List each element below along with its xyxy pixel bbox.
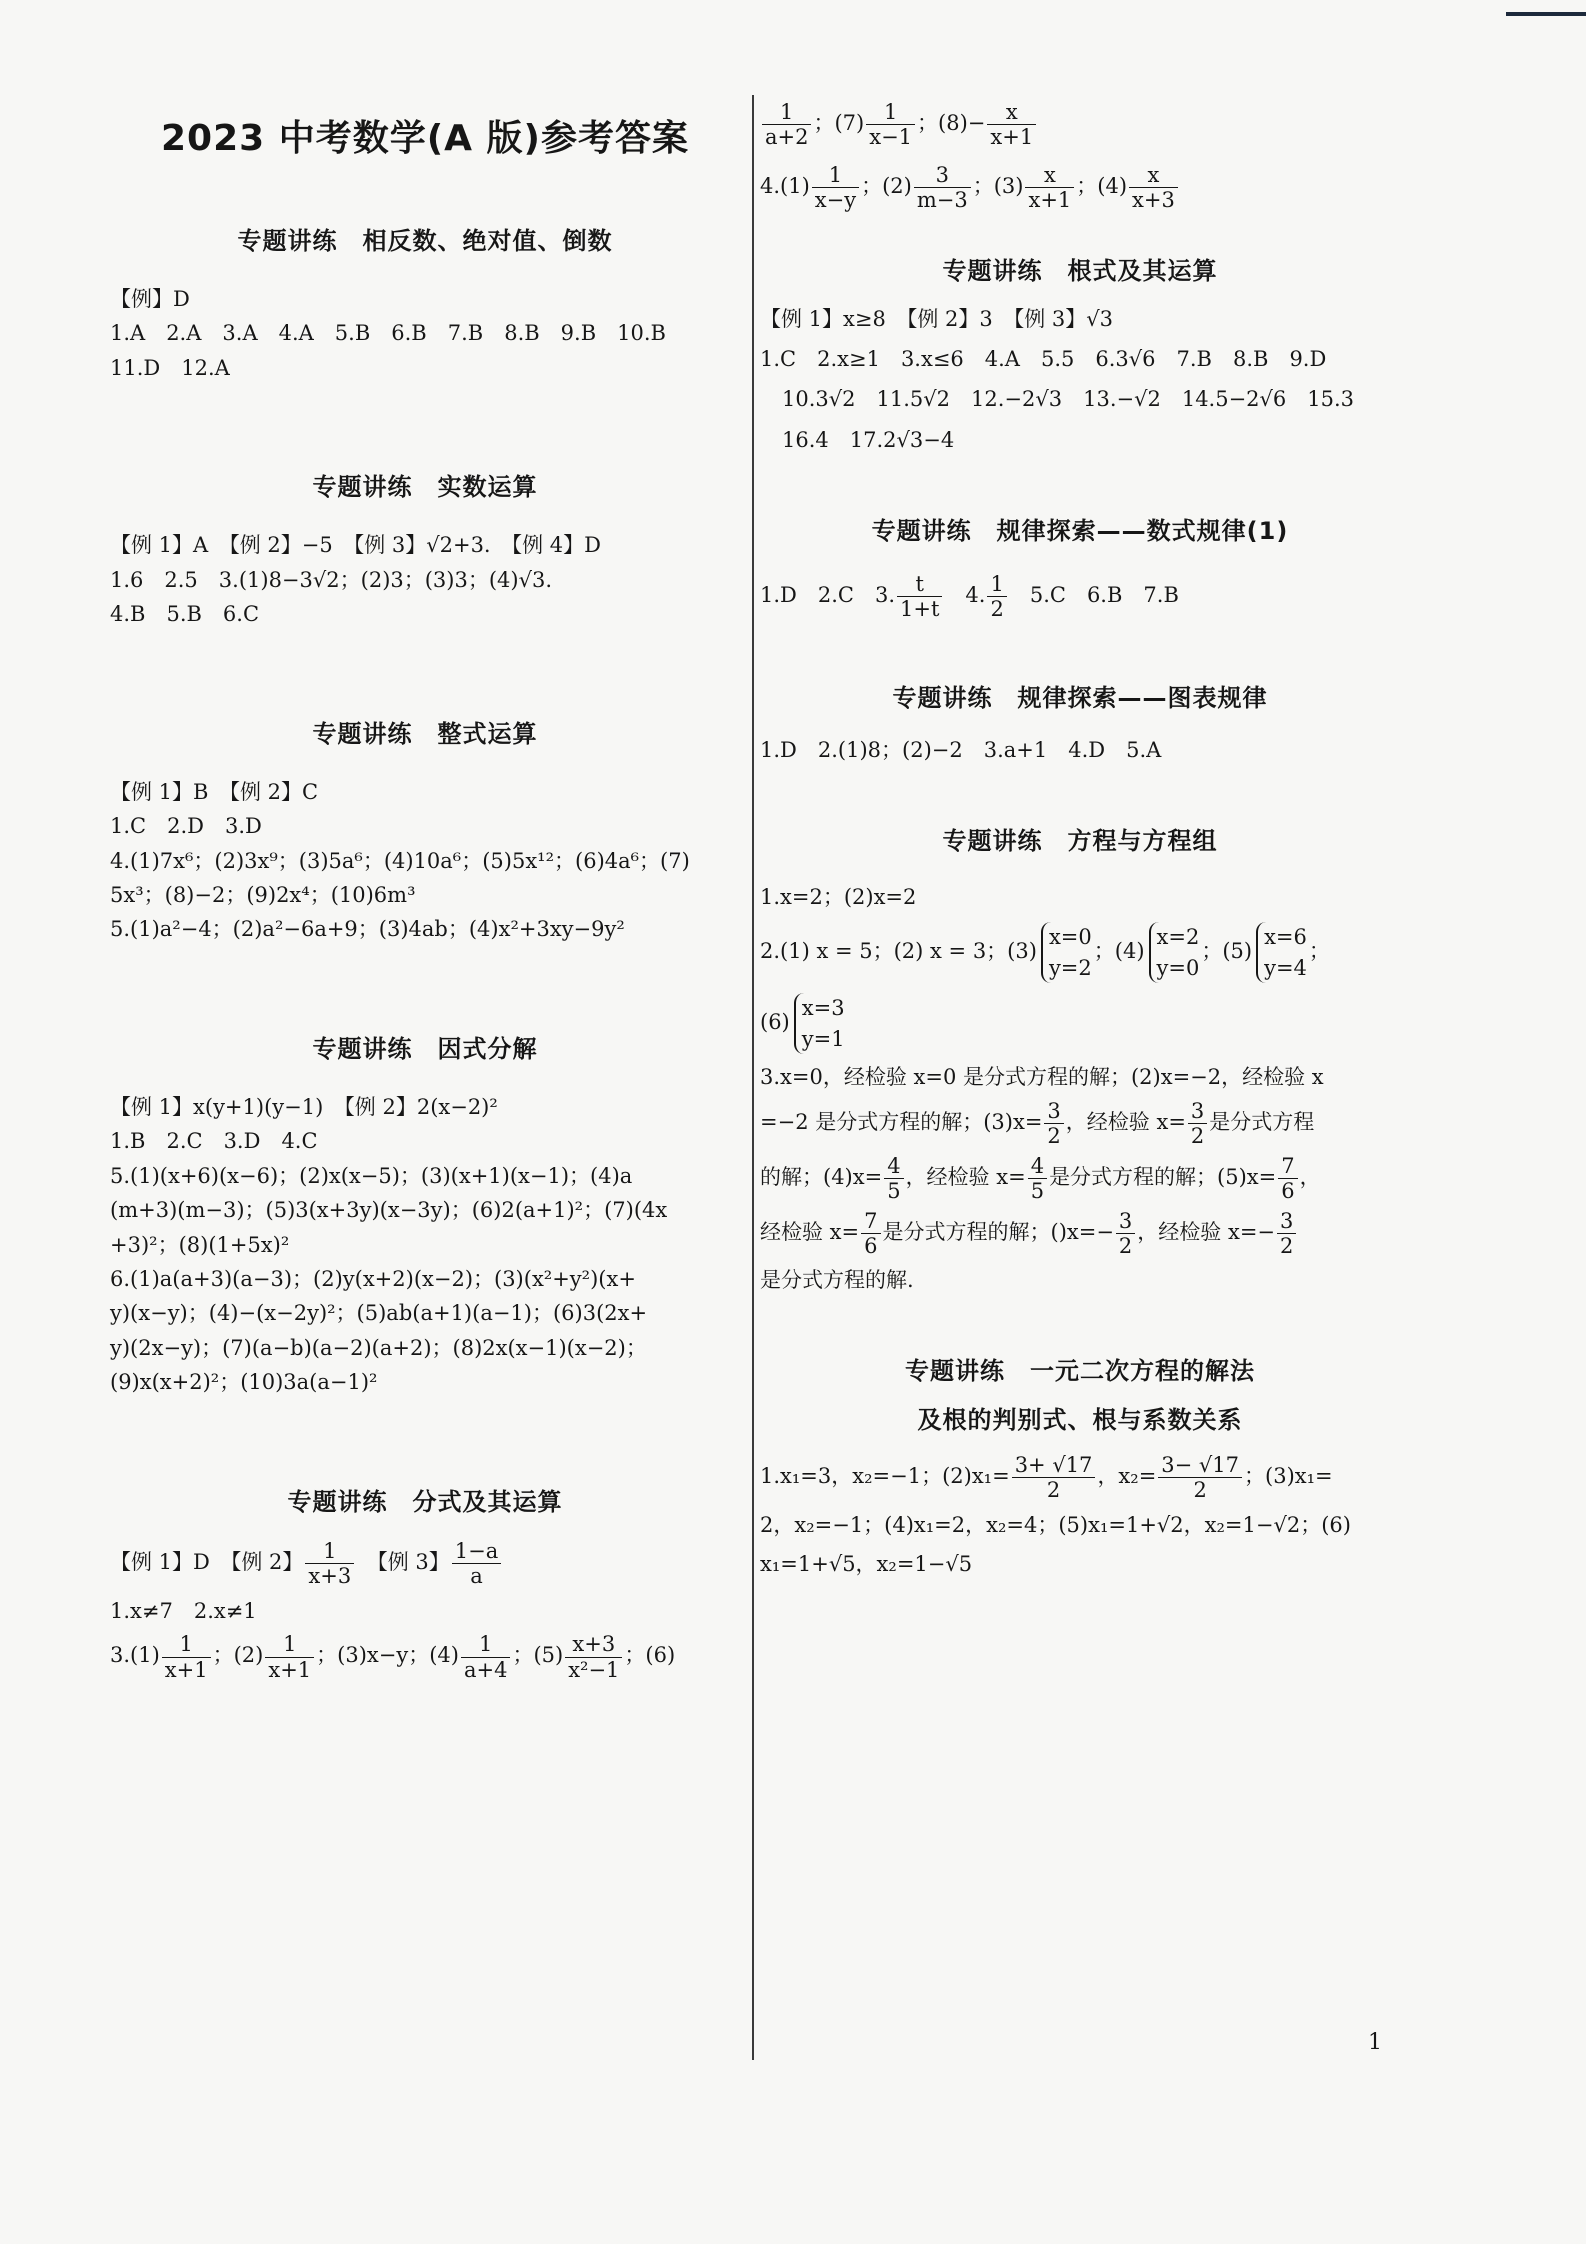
denominator: 5 — [1030, 1179, 1045, 1204]
equation-system — [1149, 922, 1200, 983]
answer-text: 4.(1) — [760, 174, 810, 199]
denominator: 6 — [1281, 1179, 1295, 1204]
equation-system — [1041, 922, 1092, 983]
numerator: 3 — [1188, 1099, 1207, 1124]
answer-text: 1.D 2.C 3. — [760, 583, 896, 608]
answer-text: 2.(1) x = 5；(2) x = 3；(3) — [760, 939, 1037, 964]
section-heading-factoring: 专题讲练 因式分解 — [312, 1034, 538, 1063]
answer-text: ，经检验 x= — [905, 1165, 1026, 1190]
fraction — [1277, 1209, 1296, 1258]
numerator: 3 — [1116, 1209, 1135, 1234]
answer-text: ；(6) — [624, 1643, 676, 1668]
fraction — [866, 100, 915, 149]
numerator: 1 — [987, 572, 1006, 597]
answer-line: 【例 1】x(y+1)(y−1) 【例 2】2(x−2)² — [110, 1094, 498, 1119]
answer-text: 是分式方程的解；(5)x= — [1049, 1165, 1277, 1190]
denominator: x+1 — [164, 1657, 208, 1682]
section-heading-polynomials: 专题讲练 整式运算 — [312, 719, 538, 748]
answer-line: 6.(1)a(a+3)(a−3)；(2)y(x+2)(x−2)；(3)(x²+y²)(x+ — [110, 1267, 636, 1291]
denominator: x+1 — [1028, 188, 1072, 213]
denominator: x−y — [814, 188, 857, 213]
answer-line: 4.B 5.B 6.C — [110, 602, 260, 627]
answer-line — [760, 922, 1400, 983]
fraction — [1278, 1154, 1297, 1203]
numerator: 1−a — [452, 1539, 501, 1564]
fraction — [861, 1209, 880, 1258]
fraction — [162, 1632, 211, 1681]
answer-text: ；(5) — [1201, 939, 1253, 964]
section-heading-opposite-numbers: 专题讲练 相反数、绝对值、倒数 — [237, 227, 613, 255]
denominator: x+3 — [1132, 188, 1175, 213]
fraction — [265, 1632, 314, 1681]
answer-line: 3.x=0，经检验 x=0 是分式方程的解；(2)x=−2，经检验 x — [760, 1065, 1324, 1090]
page-number: 1 — [1368, 2030, 1382, 2055]
denominator: 2 — [1118, 1234, 1133, 1259]
right-column — [760, 100, 1400, 1579]
denominator: x−1 — [869, 125, 913, 150]
section-heading-quadratic: 专题讲练 一元二次方程的解法 — [905, 1356, 1255, 1385]
fraction — [1116, 1209, 1135, 1258]
answer-text: 4. — [944, 583, 986, 608]
section-heading-number-patterns: 专题讲练 规律探索——数式规律(1) — [871, 517, 1289, 546]
answer-text: ；(4) — [1076, 174, 1128, 199]
numerator: 1 — [265, 1632, 314, 1657]
denominator: 2 — [1193, 1478, 1207, 1503]
answer-line — [760, 163, 1400, 212]
answer-line: 1.6 2.5 3.(1)8−3√2；(2)3；(3)3；(4)√3. — [110, 567, 553, 592]
section-heading-fractions: 专题讲练 分式及其运算 — [287, 1487, 563, 1516]
answer-line: 1.B 2.C 3.D 4.C — [110, 1129, 318, 1154]
system-row: x=2 — [1156, 925, 1200, 950]
section-heading-chart-patterns: 专题讲练 规律探索——图表规律 — [892, 683, 1268, 712]
system-row: x=6 — [1264, 925, 1307, 950]
answer-line: 5.(1)a²−4；(2)a²−6a+9；(3)4ab；(4)x²+3xy−9y² — [110, 917, 625, 942]
fraction — [1188, 1099, 1207, 1148]
answer-text: 1.x₁=3，x₂=−1；(2)x₁= — [760, 1464, 1010, 1489]
numerator: 3 — [1044, 1099, 1063, 1124]
answer-text: 的解；(4)x= — [760, 1165, 883, 1190]
numerator: 1 — [762, 100, 811, 125]
numerator: 1 — [162, 1632, 211, 1657]
answer-line — [760, 993, 1400, 1054]
answer-line: y)(x−y)；(4)−(x−2y)²；(5)ab(a+1)(a−1)；(6)3(2x+ — [110, 1301, 648, 1326]
numerator: 3 — [1277, 1209, 1296, 1234]
numerator: 7 — [861, 1209, 880, 1234]
answer-line: 5x³；(8)−2；(9)2x⁴；(10)6m³ — [110, 882, 416, 907]
denominator: x+1 — [990, 125, 1034, 150]
answer-line — [760, 1099, 1400, 1148]
fraction — [987, 100, 1036, 149]
answer-line: 1.D 2.(1)8；(2)−2 3.a+1 4.D 5.A — [760, 737, 1162, 762]
page-title: 2023 中考数学(A 版)参考答案 — [160, 118, 690, 159]
answer-text: 【例 1】D 【例 2】 — [110, 1549, 304, 1574]
numerator: 1 — [461, 1632, 510, 1657]
answer-line — [760, 572, 1400, 621]
numerator: 4 — [1028, 1154, 1047, 1179]
denominator: 2 — [990, 597, 1004, 622]
numerator: 1 — [305, 1539, 354, 1564]
answer-text: ；(5) — [512, 1643, 564, 1668]
fraction — [1025, 163, 1074, 212]
answer-line: 2，x₂=−1；(4)x₁=2，x₂=4；(5)x₁=1+√2，x₂=1−√2；(6) — [760, 1513, 1351, 1538]
fraction — [1044, 1099, 1063, 1148]
fraction — [452, 1539, 501, 1588]
denominator: m−3 — [916, 188, 968, 213]
denominator: 5 — [887, 1179, 901, 1204]
fraction — [914, 163, 971, 212]
answer-text: ； — [1308, 939, 1330, 964]
section-heading-equations: 专题讲练 方程与方程组 — [942, 827, 1218, 856]
answer-line: +3)²；(8)(1+5x)² — [110, 1232, 290, 1257]
answer-line: 16.4 17.2√3−4 — [782, 427, 955, 452]
answer-text: ；(3) — [972, 174, 1024, 199]
answer-line — [760, 1154, 1400, 1203]
answer-text: ；(7) — [813, 111, 865, 136]
answer-line: (9)x(x+2)²；(10)3a(a−1)² — [110, 1370, 378, 1395]
answer-text: ；(2) — [212, 1643, 264, 1668]
fraction — [762, 100, 811, 149]
answer-line: 【例 1】A 【例 2】−5 【例 3】√2+3. 【例 4】D — [110, 533, 601, 558]
system-row: y=1 — [801, 1026, 845, 1051]
numerator: 7 — [1278, 1154, 1297, 1179]
answer-text: ，经检验 x= — [1065, 1109, 1186, 1134]
system-row: y=4 — [1264, 955, 1307, 980]
fraction — [897, 572, 942, 621]
answer-text: 是分式方程 — [1209, 1109, 1315, 1134]
answer-line: 【例 1】x≥8 【例 2】3 【例 3】√3 — [760, 306, 1114, 331]
fraction — [812, 163, 859, 212]
fraction — [987, 572, 1006, 621]
section-heading-radicals: 专题讲练 根式及其运算 — [942, 256, 1218, 285]
answer-text: 是分式方程的解；()x=− — [882, 1220, 1114, 1245]
numerator: x+3 — [565, 1632, 622, 1657]
answer-line: (m+3)(m−3)；(5)3(x+3y)(x−3y)；(6)2(a+1)²；(7)(4x — [110, 1198, 668, 1223]
numerator: x — [1129, 163, 1178, 188]
denominator: x²−1 — [568, 1657, 620, 1682]
fraction — [1129, 163, 1178, 212]
denominator: 2 — [1047, 1123, 1061, 1148]
answer-line: 4.(1)7x⁶；(2)3x⁹；(3)5a⁶；(4)10a⁶；(5)5x¹²；(6)4a⁶；(7) — [110, 848, 690, 873]
answer-line — [760, 1209, 1400, 1258]
answer-text: 3.(1) — [110, 1643, 160, 1668]
numerator: 1 — [812, 163, 859, 188]
left-column — [110, 100, 740, 1682]
fraction — [884, 1154, 903, 1203]
answer-text: ；(2) — [861, 174, 912, 199]
numerator: 3+ √17 — [1012, 1453, 1096, 1478]
answer-text: 【例 3】 — [356, 1549, 450, 1574]
column-divider — [752, 95, 754, 2060]
denominator: 2 — [1190, 1123, 1205, 1148]
answer-line: 【例】D — [110, 287, 190, 311]
denominator: a — [470, 1563, 483, 1588]
answer-line: 1.x=2；(2)x=2 — [760, 885, 917, 910]
fraction — [565, 1632, 622, 1681]
answer-line: 11.D 12.A — [110, 355, 230, 380]
numerator: 3− √17 — [1158, 1453, 1242, 1478]
answer-text: ；(3)x−y；(4) — [316, 1643, 459, 1668]
fraction — [1158, 1453, 1242, 1502]
fraction — [461, 1632, 510, 1681]
answer-text: 5.C 6.B 7.B — [1008, 583, 1179, 608]
answer-line — [760, 1453, 1400, 1502]
fraction — [1028, 1154, 1047, 1203]
answer-text: 经检验 x= — [760, 1220, 860, 1245]
answer-line: 1.C 2.x≥1 3.x≤6 4.A 5.5 6.3√6 7.B 8.B 9.D — [760, 347, 1327, 371]
fraction — [305, 1539, 354, 1588]
system-row: y=0 — [1156, 955, 1200, 980]
denominator: x+1 — [268, 1657, 312, 1682]
system-row: x=0 — [1048, 925, 1092, 950]
denominator: 1+t — [900, 597, 940, 622]
answer-line: 【例 1】B 【例 2】C — [110, 779, 319, 804]
answer-line — [110, 1632, 740, 1681]
denominator: 2 — [1280, 1234, 1294, 1259]
answer-line: 1.x≠7 2.x≠1 — [110, 1599, 257, 1624]
answer-line: 10.3√2 11.5√2 12.−2√3 13.−√2 14.5−2√6 15.3 — [782, 387, 1355, 412]
answer-line: 5.(1)(x+6)(x−6)；(2)x(x−5)；(3)(x+1)(x−1)；(4)a — [110, 1163, 633, 1188]
answer-line — [110, 1539, 740, 1588]
answer-line — [760, 100, 1400, 149]
section-heading-quadratic-sub: 及根的判别式、根与系数关系 — [917, 1405, 1243, 1434]
answer-text: ，x₂= — [1097, 1464, 1157, 1489]
numerator: x — [987, 100, 1036, 125]
section-heading-real-numbers: 专题讲练 实数运算 — [312, 473, 538, 502]
system-row: y=2 — [1048, 955, 1092, 980]
answer-text: ，经检验 x=− — [1137, 1220, 1276, 1245]
answer-line: x₁=1+√5，x₂=1−√5 — [760, 1551, 973, 1576]
fraction — [1012, 1453, 1096, 1502]
numerator: 3 — [914, 163, 971, 188]
answer-line: 1.A 2.A 3.A 4.A 5.B 6.B 7.B 8.B 9.B 10.B — [110, 321, 666, 346]
answer-text: =−2 是分式方程的解；(3)x= — [760, 1109, 1043, 1134]
answer-text: ， — [1299, 1165, 1321, 1190]
denominator: a+4 — [463, 1657, 508, 1682]
answer-line: 1.C 2.D 3.D — [110, 814, 262, 839]
denominator: x+3 — [308, 1563, 352, 1588]
answer-line: y)(2x−y)；(7)(a−b)(a−2)(a+2)；(8)2x(x−1)(x−2)； — [110, 1335, 647, 1360]
answer-text: ；(8)− — [917, 111, 986, 136]
answer-text: ；(3)x₁= — [1244, 1464, 1333, 1489]
numerator: t — [897, 572, 942, 597]
denominator: 2 — [1046, 1478, 1061, 1503]
numerator: 4 — [884, 1154, 903, 1179]
denominator: a+2 — [765, 125, 809, 150]
system-row: x=3 — [801, 996, 845, 1021]
equation-system — [1256, 922, 1307, 983]
denominator: 6 — [864, 1234, 878, 1259]
answer-text: ；(4) — [1093, 939, 1145, 964]
numerator: x — [1025, 163, 1074, 188]
equation-system — [794, 993, 845, 1054]
numerator: 1 — [866, 100, 915, 125]
corner-mark — [1506, 12, 1586, 16]
answer-text: (6) — [760, 1010, 790, 1035]
answer-line: 是分式方程的解. — [760, 1267, 914, 1292]
